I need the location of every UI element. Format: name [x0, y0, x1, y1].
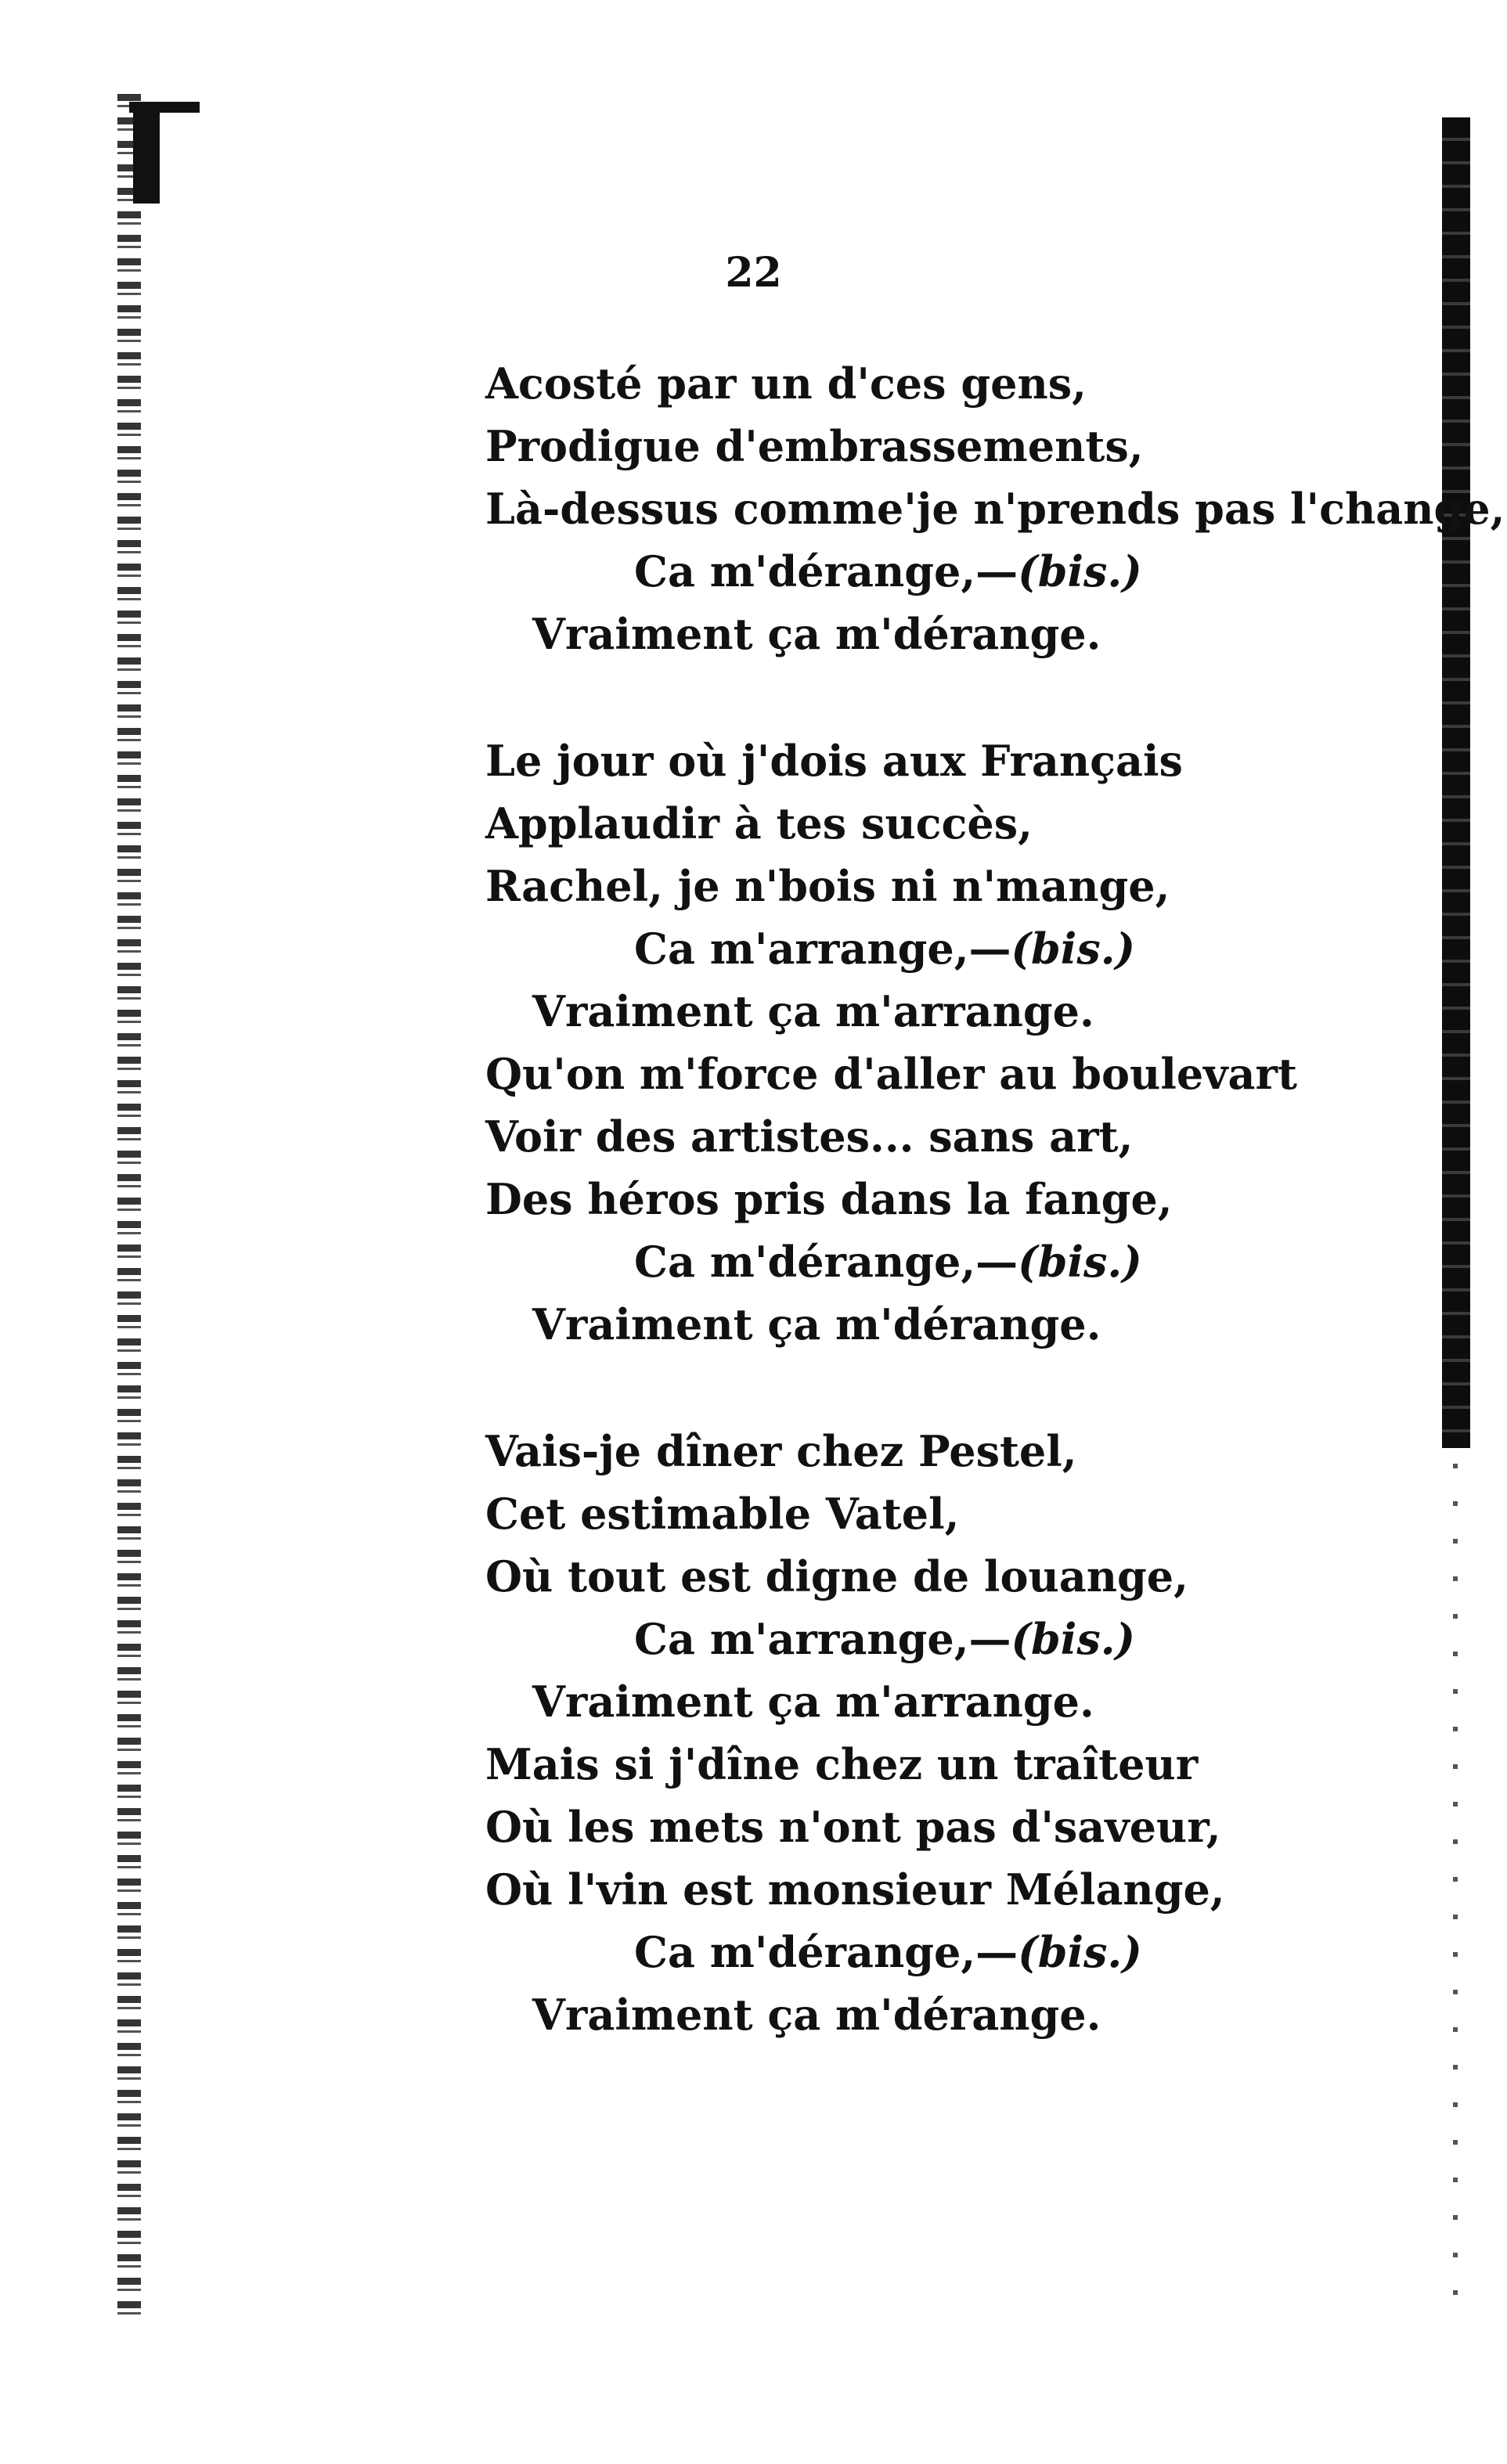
verse-text: Acosté par un d'ces gens,: [485, 358, 1087, 409]
verse-text: Ca m'dérange,—: [634, 1927, 1018, 1977]
refrain-repeat-mark: (bis.): [1011, 1614, 1136, 1664]
verse-line: [485, 1168, 1425, 1230]
verse-line: [485, 1796, 1425, 1858]
verse-line: [485, 352, 1425, 415]
verse-line: [485, 477, 1505, 540]
verse-line: [485, 1230, 1425, 1293]
verse-line: [485, 729, 1425, 792]
verse-line: [485, 603, 1425, 665]
binding-mark-top-vertical: [133, 102, 160, 204]
verse-text: Où tout est digne de louange,: [485, 1551, 1188, 1601]
verse-line: [485, 1545, 1425, 1608]
verse-text: Vraiment ça m'dérange.: [532, 1299, 1101, 1349]
stanza: [485, 1420, 1425, 2046]
verse-line: [485, 415, 1425, 477]
verse-text: Ca m'arrange,—: [634, 924, 1011, 974]
verse-text: Des héros pris dans la fange,: [485, 1174, 1173, 1224]
page-edge-right: [1442, 117, 1470, 1448]
verse-text: Rachel, je n'bois ni n'mange,: [485, 861, 1170, 911]
verse-text: Vraiment ça m'arrange.: [532, 986, 1094, 1036]
verse-line: [485, 855, 1425, 917]
verse-line: [485, 1858, 1425, 1921]
stanza: [485, 729, 1425, 1356]
verse-text: Là-dessus comme'je n'prends pas l'change,: [485, 484, 1505, 534]
verse-text: Où l'vin est monsieur Mélange,: [485, 1864, 1225, 1915]
stanza: [485, 352, 1505, 665]
verse-text: Mais si j'dîne chez un traîteur: [485, 1739, 1199, 1789]
verse-line: [485, 1983, 1425, 2046]
verse-text: Vraiment ça m'dérange.: [532, 1990, 1101, 2040]
verse-line: [485, 1921, 1425, 1983]
verse-line: [485, 1482, 1425, 1545]
verse-text: Cet estimable Vatel,: [485, 1489, 960, 1539]
page-number: 22: [725, 249, 782, 297]
refrain-repeat-mark: (bis.): [1018, 1237, 1142, 1287]
verse-text: Ca m'dérange,—: [634, 546, 1018, 596]
verse-line: [485, 1420, 1425, 1482]
verse-text: Ca m'arrange,—: [634, 1614, 1011, 1664]
verse-text: Le jour où j'dois aux Français: [485, 736, 1183, 786]
verse-text: Vais-je dîner chez Pestel,: [485, 1426, 1077, 1476]
verse-text: Vraiment ça m'arrange.: [532, 1677, 1094, 1727]
verse-line: [485, 980, 1425, 1043]
verse-text: Où les mets n'ont pas d'saveur,: [485, 1802, 1221, 1852]
poem-body: [485, 352, 1505, 2046]
verse-line: [485, 917, 1425, 980]
verse-text: Voir des artistes... sans art,: [485, 1111, 1134, 1162]
verse-text: Prodigue d'embrassements,: [485, 421, 1144, 471]
verse-text: Qu'on m'force d'aller au boulevart: [485, 1049, 1297, 1099]
verse-line: [485, 540, 1425, 603]
refrain-repeat-mark: (bis.): [1011, 924, 1136, 974]
refrain-repeat-mark: (bis.): [1018, 546, 1142, 596]
verse-line: [485, 1608, 1425, 1670]
verse-line: [485, 792, 1425, 855]
verse-line: [485, 1043, 1425, 1105]
refrain-repeat-mark: (bis.): [1018, 1927, 1142, 1977]
verse-text: Applaudir à tes succès,: [485, 798, 1033, 848]
verse-text: Ca m'dérange,—: [634, 1237, 1018, 1287]
verse-line: [485, 1733, 1425, 1796]
page-edge-right-lower: [1453, 1464, 1458, 2325]
verse-line: [485, 1105, 1425, 1168]
verse-line: [485, 1293, 1425, 1356]
verse-line: [485, 1670, 1425, 1733]
binding-shadow-left: [117, 94, 141, 2325]
verse-text: Vraiment ça m'dérange.: [532, 609, 1101, 659]
